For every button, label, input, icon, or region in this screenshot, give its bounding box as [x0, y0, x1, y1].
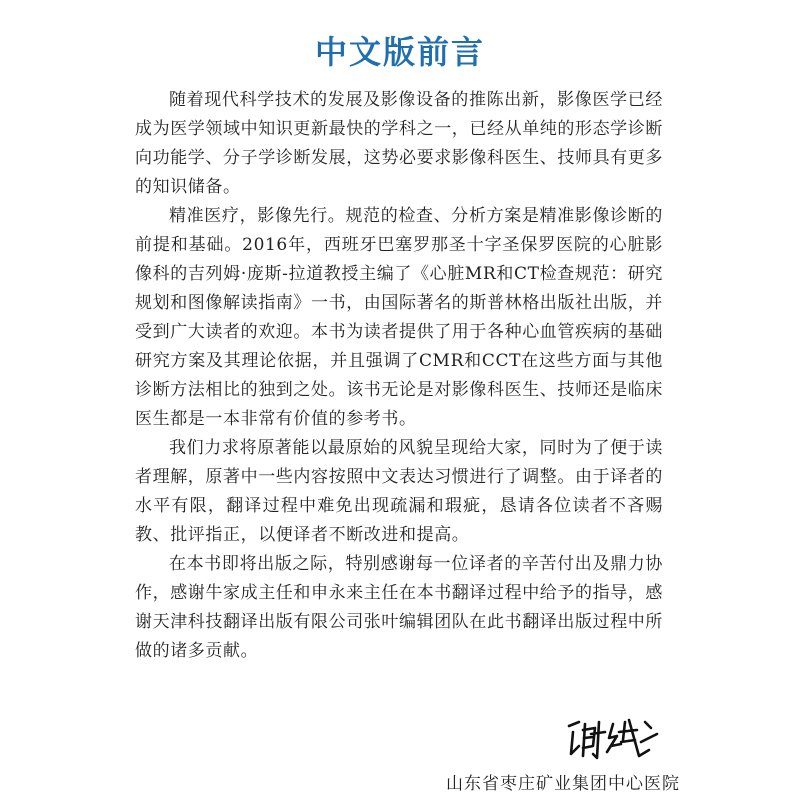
- paragraph-3: 我们力求将原著能以最原始的风貌呈现给大家，同时为了便于读者理解，原著中一些内容按照中文表达习惯进行了调整。由于译者的水平有限，翻译过程中难免出现疏漏和瑕疵，恳请各位读者不吝赐教、批评指正，以便译者不断改进和提高。: [135, 438, 663, 545]
- preface-body: [135, 86, 663, 666]
- paragraph-2: 精准医疗，影像先行。规范的检查、分析方案是精准影像诊断的前提和基础。2016年，西班牙巴塞罗那圣十字圣保罗医院的心脏影像科的吉列姆·庞斯-拉道教授主编了《心脏MR和CT检查规范：研究规划和图像解读指南》一书，由国际著名的斯普林格出版社出版，并受到广大读者的欢迎。本书为读者提供了用于各种心血管疾病的基础研究方案及其理论依据，并且强调了CMR和CCT在这些方面与其他诊断方法相比的独到之处。该书无论是对影像科医生、技师还是临床医生都是一本非常有价值的参考书。: [135, 206, 663, 429]
- paragraph-1: 随着现代科学技术的发展及影像设备的推陈出新，影像医学已经成为医学领域中知识更新最快的学科之一，已经从单纯的形态学诊断向功能学、分子学诊断发展，这势必要求影像科医生、技师具有更多的知识储备。: [135, 90, 663, 197]
- page-title: 中文版前言: [314, 33, 485, 72]
- affiliation: 山东省枣庄矿业集团中心医院: [446, 774, 680, 794]
- handwritten-signature: [565, 712, 665, 764]
- paragraph-4: 在本书即将出版之际，特别感谢每一位译者的辛苦付出及鼎力协作，感谢牛家成主任和申永来主任在本书翻译过程中给予的指导，感谢天津科技翻译出版有限公司张叶编辑团队在此书翻译出版过程中所做的诸多贡献。: [135, 554, 663, 661]
